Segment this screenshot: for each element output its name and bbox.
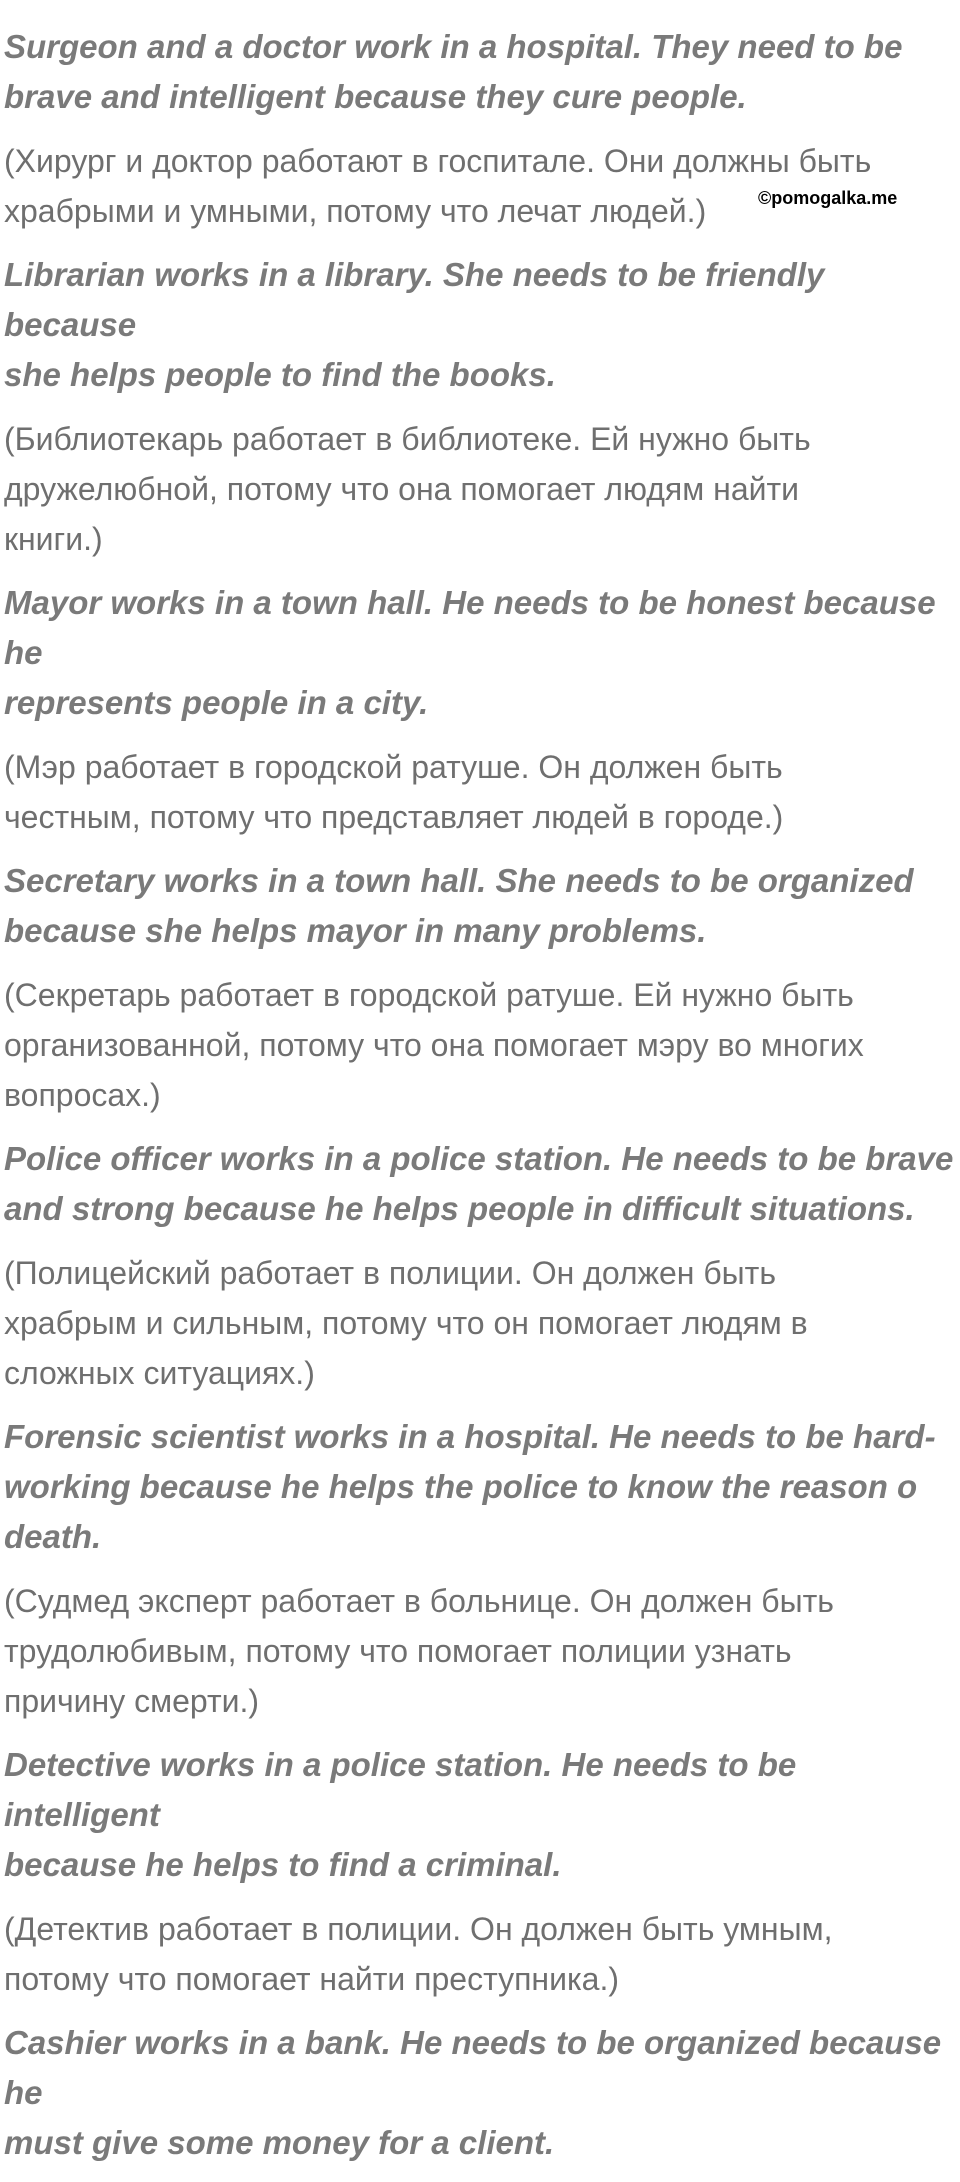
russian-translation-secretary: (Секретарь работает в городской ратуше. Ей нужно быть организованной, потому что она помогает мэру во многих вопросах.) bbox=[4, 977, 864, 1113]
english-sentence-mayor: Mayor works in a town hall. He needs to be honest because he represents people in a city. bbox=[4, 584, 936, 721]
english-sentence-secretary: Secretary works in a town hall. She needs to be organized because she helps mayor in many problems. bbox=[4, 862, 914, 949]
document-body bbox=[4, 22, 956, 2182]
russian-translation-librarian: (Библиотекарь работает в библиотеке. Ей нужно быть дружелюбной, потому что она помогает людям найти книги.) bbox=[4, 421, 811, 557]
russian-translation-police-officer: (Полицейский работает в полиции. Он должен быть храбрым и сильным, потому что он помогает людям в сложных ситуациях.) bbox=[4, 1255, 808, 1391]
russian-translation-mayor: (Мэр работает в городской ратуше. Он должен быть честным, потому что представляет людей в городе.) bbox=[4, 749, 784, 835]
english-sentence-cashier: Cashier works in a bank. He needs to be organized because he must give some money for a client. bbox=[4, 2024, 942, 2161]
russian-translation-detective: (Детектив работает в полиции. Он должен быть умным, потому что помогает найти преступника.) bbox=[4, 1911, 833, 1997]
watermark: ©pomogalka.me bbox=[758, 188, 898, 208]
english-sentence-detective: Detective works in a police station. He needs to be intelligent because he helps to find a criminal. bbox=[4, 1746, 797, 1883]
english-sentence-librarian: Librarian works in a library. She needs to be friendly because she helps people to find the books. bbox=[4, 256, 825, 393]
russian-translation-forensic-scientist: (Судмед эксперт работает в больнице. Он должен быть трудолюбивым, потому что помогает полиции узнать причину смерти.) bbox=[4, 1583, 834, 1719]
english-sentence-police-officer: Police officer works in a police station. He needs to be brave and strong because he helps people in difficult situations. bbox=[4, 1140, 954, 1227]
english-sentence-surgeon: Surgeon and a doctor work in a hospital. They need to be brave and intelligent because they cure people. bbox=[4, 28, 903, 115]
russian-translation-surgeon: (Хирург и доктор работают в госпитале. Они должны быть храбрыми и умными, потому что лечат людей.) bbox=[4, 143, 872, 229]
english-sentence-forensic-scientist: Forensic scientist works in a hospital. He needs to be hard- working because he helps the police to know the reason o death. bbox=[4, 1418, 936, 1555]
